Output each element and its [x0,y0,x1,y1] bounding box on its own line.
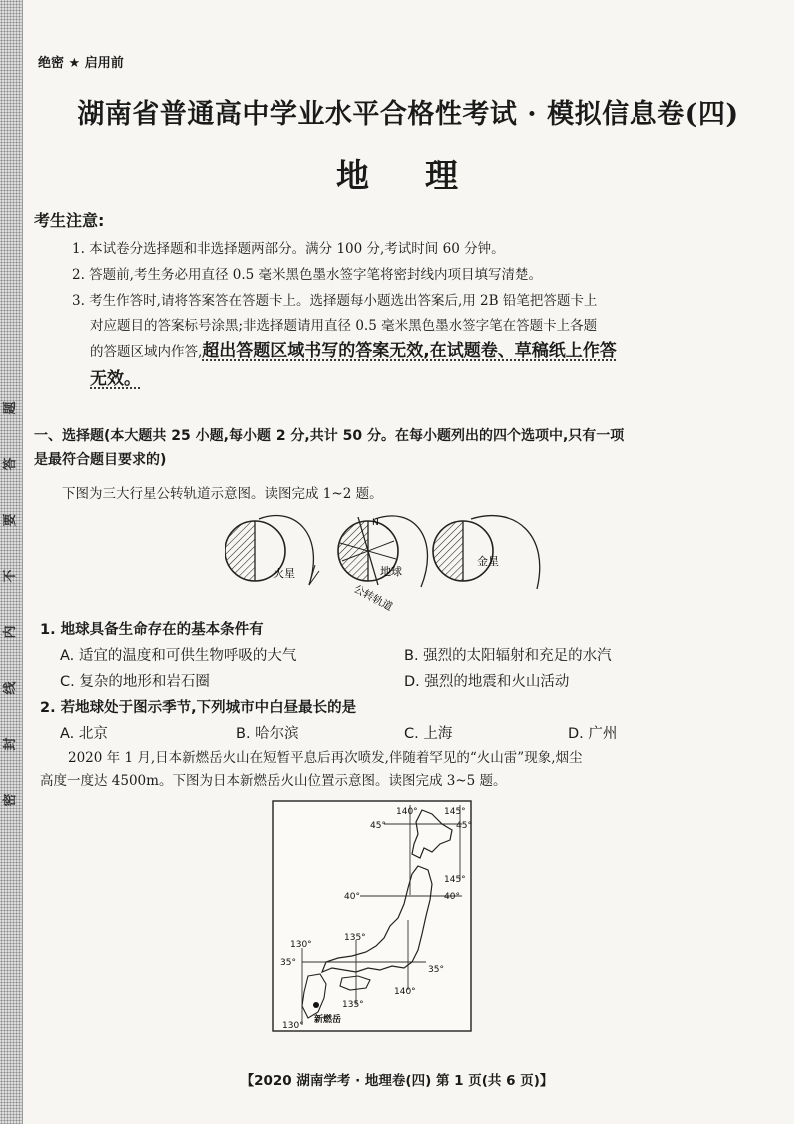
mars-label: 火星 [273,567,295,580]
orbit-diagram [225,505,565,620]
binding-char: 封 [3,737,18,751]
binding-char: 题 [3,401,18,415]
map-label: 145° [444,807,466,817]
earth-label: 地球 [380,565,402,578]
section-heading-line-2: 是最符合题目要求的) [34,452,167,468]
binding-char: 不 [3,569,18,583]
volcano-label: 新燃岳 [314,1015,342,1025]
venus-label: 金星 [477,555,499,568]
notice-item-2: 2. 答题前,考生务必用直径 0.5 毫米黑色墨水签字笔将密封线内项目填写清楚。 [72,267,543,283]
map-label: 135° [342,1000,364,1010]
map-label: 140° [396,807,418,817]
passage-line-2: 高度一度达 4500m。下图为日本新燃岳火山位置示意图。读图完成 3~5 题。 [40,773,507,789]
exam-title: 湖南省普通高中学业水平合格性考试 · 模拟信息卷(四) [77,99,739,130]
map-frame [273,801,471,1031]
notice-item-1: 1. 本试卷分选择题和非选择题两部分。满分 100 分,考试时间 60 分钟。 [72,241,505,257]
figure-intro: 下图为三大行星公转轨道示意图。读图完成 1~2 题。 [62,486,383,502]
question-1-option-d: D. 强烈的地震和火山活动 [404,674,570,690]
map-label: 40° [444,892,460,902]
question-1-option-a: A. 适宜的温度和可供生物呼吸的大气 [60,648,297,664]
japan-map [272,800,472,1032]
binding-char: 线 [3,681,18,695]
map-label: 130° [282,1021,304,1031]
notice-item-3-text: 的答题区域内作答, [90,344,203,360]
map-label: 130° [290,940,312,950]
binding-char: 要 [3,513,18,527]
map-label: 145° [444,875,466,885]
passage-line-1: 2020 年 1 月,日本新燃岳火山在短暂平息后再次喷发,伴随着罕见的“火山雷”现象,烟尘 [68,750,583,766]
question-2-option-c: C. 上海 [404,726,453,742]
question-1-option-b: B. 强烈的太阳辐射和充足的水汽 [404,648,612,664]
notice-heading: 考生注意: [34,211,105,230]
map-label: 135° [344,933,366,943]
map-label: 45° [456,821,472,831]
section-heading-line-1: 一、选择题(本大题共 25 小题,每小题 2 分,共计 50 分。在每小题列出的四个选项中,只有一项 [34,428,625,444]
secret-label: 绝密 ★ 启用前 [38,56,124,71]
binding-char: 密 [3,793,18,807]
question-2-stem: 2. 若地球处于图示季节,下列城市中白昼最长的是 [40,700,357,716]
question-2-option-d: D. 广州 [568,726,618,742]
map-label: 45° [370,821,386,831]
map-label: 40° [344,892,360,902]
section-heading [34,424,769,472]
map-label: 140° [394,987,416,997]
question-2-option-a: A. 北京 [60,726,108,742]
notice-emphasis: 超出答题区域书写的答案无效,在试题卷、草稿纸上作答 [202,341,617,361]
orbit-label: 公转轨道 [351,583,395,614]
notice-item-3-line-4 [90,368,780,391]
binding-warning [0,380,22,828]
question-1-stem: 1. 地球具备生命存在的基本条件有 [40,622,264,638]
venus-planet [433,521,493,581]
binding-char: 内 [3,625,18,639]
question-2-option-b: B. 哈尔滨 [236,726,299,742]
notice-emphasis-end: 无效。 [90,369,141,389]
page-footer: 【2020 湖南学考 · 地理卷(四) 第 1 页(共 6 页)】 [240,1073,554,1089]
map-label: 35° [280,958,296,968]
notice-item-3-line-3 [90,340,780,363]
notice-item-3-line-1: 3. 考生作答时,请将答案答在答题卡上。选择题每小题选出答案后,用 2B 铅笔把答题卡上 [72,293,598,309]
notice-item-3-line-2: 对应题目的答案标号涂黑;非选择题请用直径 0.5 毫米黑色墨水签字笔在答题卡上各题 [90,318,598,334]
map-label: 35° [428,965,444,975]
volcano-marker [313,1002,319,1008]
subject-title: 地理 [336,156,514,195]
north-pole-label: N [372,518,379,528]
binding-char: 答 [3,457,18,471]
question-1-option-c: C. 复杂的地形和岩石圈 [60,674,210,690]
